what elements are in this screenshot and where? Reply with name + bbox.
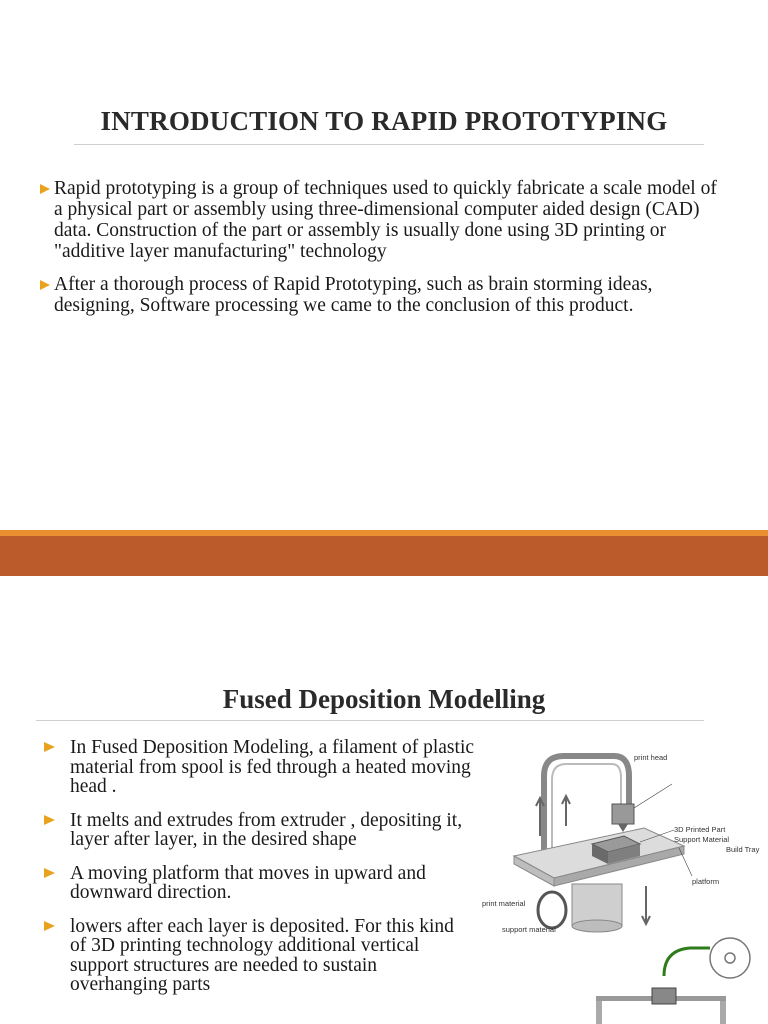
title-underline bbox=[74, 144, 704, 145]
down-arrow-icon bbox=[642, 886, 650, 924]
nozzle-shape bbox=[618, 824, 628, 832]
filament-spool-icon bbox=[710, 938, 750, 978]
bullet-list bbox=[44, 738, 474, 1009]
slide-divider bbox=[0, 530, 768, 576]
label-print-head: print head bbox=[634, 753, 668, 762]
bullet-text: In Fused Deposition Modeling, a filament of plastic material from spool is fed through a heated moving head . bbox=[70, 737, 475, 797]
label-printed-part: 3D Printed Part bbox=[674, 825, 726, 834]
divider-stripe bbox=[0, 530, 768, 536]
label-build-tray: Build Tray bbox=[726, 845, 760, 854]
extruder-shape bbox=[652, 988, 676, 1004]
print-head-shape bbox=[612, 804, 634, 824]
bullet-item bbox=[40, 274, 730, 316]
slide-fused-deposition bbox=[0, 576, 768, 1024]
bullet-text: lowers after each layer is deposited. For this kind of 3D printing technology additional vertical support structures are needed to sustain overhanging parts bbox=[70, 915, 454, 995]
arrow-bullet-icon bbox=[40, 280, 50, 290]
bullet-item bbox=[44, 864, 474, 903]
arrow-bullet-icon bbox=[40, 184, 50, 194]
spool-icon bbox=[538, 892, 566, 928]
arrow-bullet-icon bbox=[44, 742, 55, 752]
support-column-base bbox=[572, 920, 622, 932]
fdm-printer-diagram bbox=[474, 736, 764, 936]
bullet-item bbox=[44, 811, 474, 850]
slide-title: INTRODUCTION TO RAPID PROTOTYPING bbox=[100, 106, 668, 136]
slide-title: Fused Deposition Modelling bbox=[222, 684, 546, 714]
label-support-material-bottom: support material bbox=[502, 925, 556, 934]
bullet-text: Rapid prototyping is a group of techniques used to quickly fabricate a scale model of a physical part or assembly using three-dimensional computer aided design (CAD) data. Construction of the part or assembly is usually done using 3D printing or "additive layer manufacturing" technology bbox=[54, 178, 717, 262]
label-print-material: print material bbox=[482, 899, 526, 908]
bullet-list bbox=[40, 178, 730, 328]
fdm-printer-frame-diagram bbox=[560, 936, 760, 1024]
leader-line bbox=[679, 848, 692, 876]
bullet-item bbox=[44, 738, 474, 797]
leader-line bbox=[634, 784, 672, 808]
arrow-bullet-icon bbox=[44, 868, 55, 878]
bullet-item bbox=[44, 917, 474, 995]
bullet-text: After a thorough process of Rapid Prototyping, such as brain storming ideas, designing, Software processing we came to the conclusion of this product. bbox=[54, 274, 653, 316]
bullet-text: A moving platform that moves in upward and downward direction. bbox=[70, 862, 426, 903]
title-underline bbox=[36, 720, 704, 721]
bullet-text: It melts and extrudes from extruder , depositing it, layer after layer, in the desired shape bbox=[70, 809, 463, 850]
arrow-bullet-icon bbox=[44, 815, 55, 825]
spool-hub bbox=[725, 953, 735, 963]
arrow-bullet-icon bbox=[44, 921, 55, 931]
up-arrow-icon bbox=[562, 796, 570, 826]
bullet-item bbox=[40, 178, 730, 262]
filament-path bbox=[664, 948, 710, 976]
label-support-material-top: Support Material bbox=[674, 835, 730, 844]
label-platform: platform bbox=[692, 877, 720, 886]
